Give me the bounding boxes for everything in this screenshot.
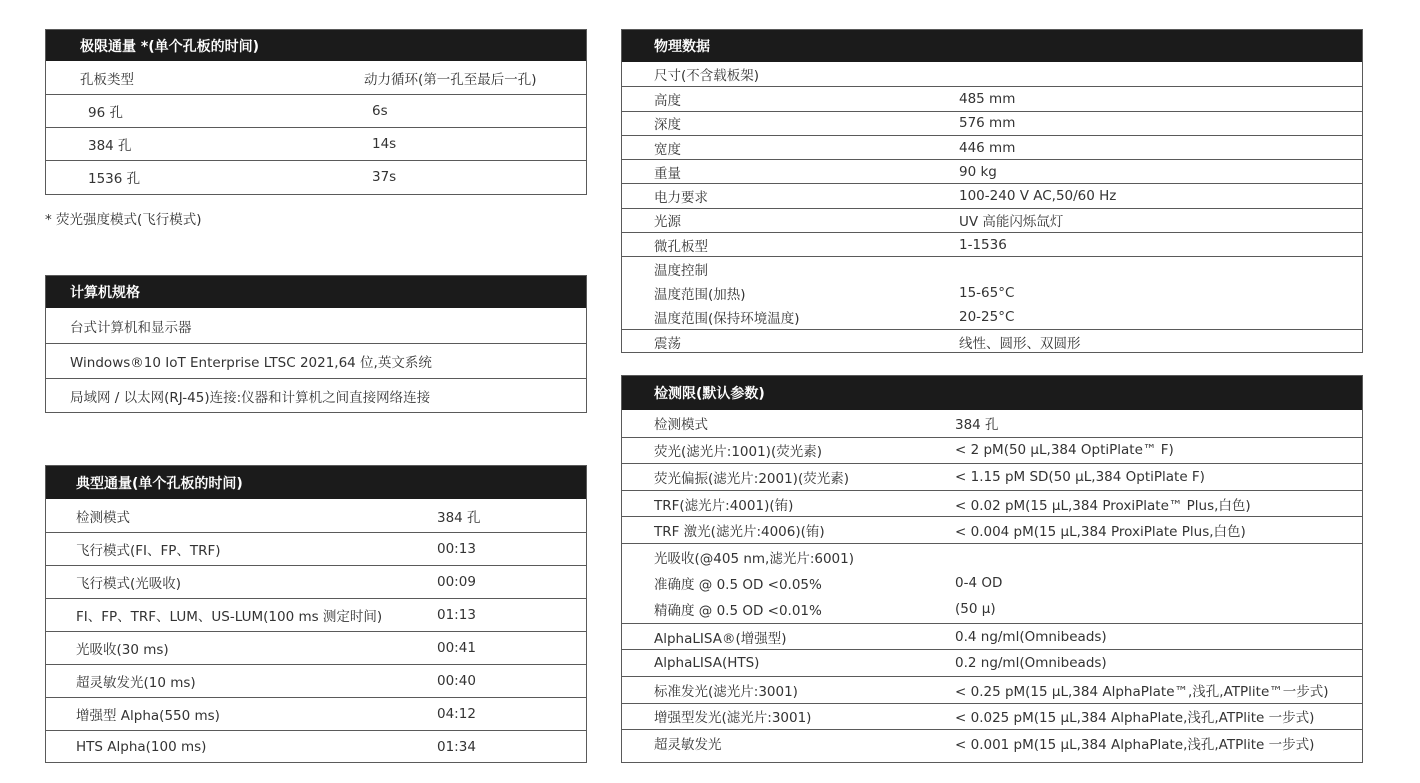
table-row	[622, 410, 1362, 437]
typical-throughput-title: 典型通量(单个孔板的时间)	[46, 466, 586, 499]
plate-type: 96 孔	[88, 105, 123, 121]
table-row	[46, 160, 586, 193]
physical-data-title: 物理数据	[622, 30, 1362, 62]
row-value: 1-1536	[959, 236, 1007, 253]
row-label: HTS Alpha(100 ms)	[76, 739, 207, 755]
row-label: TRF 激光(滤光片:4006)(铕)	[654, 524, 825, 541]
row-value: 0-4 OD	[955, 574, 1003, 591]
row-label: 尺寸(不含载板架)	[654, 68, 760, 85]
row-label: 深度	[654, 117, 681, 134]
row-label: FI、FP、TRF、LUM、US-LUM(100 ms 测定时间)	[76, 609, 383, 625]
row-label: 飞行模式(光吸收)	[76, 576, 182, 592]
throughput-footnote: * 荧光强度模式(飞行模式)	[45, 212, 202, 228]
plate-type: 384 孔	[88, 138, 132, 154]
table-row	[622, 570, 1362, 597]
table-row	[622, 183, 1362, 207]
row-label: 温度范围(保持环境温度)	[654, 311, 800, 328]
table-row	[622, 676, 1362, 703]
table-row	[622, 281, 1362, 305]
table-row	[622, 729, 1362, 756]
cycle-time: 6s	[372, 103, 388, 119]
cycle-time: 37s	[372, 169, 397, 185]
table-row	[622, 516, 1362, 543]
table-row	[622, 62, 1362, 86]
computer-specs-table	[45, 275, 587, 413]
table-row	[46, 697, 586, 730]
row-label: 微孔板型	[654, 238, 708, 255]
row-label: 超灵敏发光	[654, 736, 722, 753]
table-row: 台式计算机和显示器	[70, 319, 192, 336]
cycle-time: 14s	[372, 136, 397, 152]
row-label: 温度控制	[654, 263, 708, 280]
row-label: AlphaLISA®(增强型)	[654, 630, 787, 647]
table-row	[46, 598, 586, 631]
row-label: 检测模式	[76, 509, 130, 526]
detection-limits-table	[621, 375, 1363, 763]
row-label: 增强型发光(滤光片:3001)	[654, 710, 812, 727]
table-row	[46, 94, 586, 127]
table-row	[622, 596, 1362, 623]
row-value: 576 mm	[959, 115, 1016, 132]
row-label: AlphaLISA(HTS)	[654, 655, 760, 672]
row-value: 00:13	[437, 541, 476, 557]
table-row	[622, 543, 1362, 570]
table-row	[622, 437, 1362, 464]
throughput-limit-table	[45, 29, 587, 195]
row-label: 精确度 @ 0.5 OD <0.01%	[654, 603, 822, 620]
physical-data-table	[621, 29, 1363, 353]
plate-type: 1536 孔	[88, 171, 141, 187]
table-row	[622, 463, 1362, 490]
row-value: 01:34	[437, 739, 476, 755]
table-row	[622, 490, 1362, 517]
table-row	[46, 499, 586, 532]
table-row	[622, 305, 1362, 329]
row-value: 0.2 ng/ml(Omnibeads)	[955, 655, 1107, 672]
row-label: 超灵敏发光(10 ms)	[76, 675, 196, 691]
row-value: < 2 pM(50 µL,384 OptiPlate™ F)	[955, 442, 1174, 459]
row-value: 100-240 V AC,50/60 Hz	[959, 188, 1117, 205]
typical-throughput-table	[45, 465, 587, 763]
row-value: < 0.025 pM(15 µL,384 AlphaPlate,浅孔,ATPlite 一步式)	[955, 710, 1315, 727]
row-label: 震荡	[654, 335, 681, 352]
table-row	[622, 329, 1362, 353]
row-value: < 0.25 pM(15 µL,384 AlphaPlate™,浅孔,ATPlite™一步式)	[955, 683, 1329, 700]
row-label: 高度	[654, 92, 681, 109]
row-value: < 0.004 pM(15 µL,384 ProxiPlate Plus,白色)	[955, 524, 1246, 541]
row-label: 飞行模式(FI、FP、TRF)	[76, 543, 221, 559]
col-cycle: 动力循环(第一孔至最后一孔)	[364, 71, 537, 88]
table-row	[46, 565, 586, 598]
row-value: < 0.02 pM(15 µL,384 ProxiPlate™ Plus,白色)	[955, 497, 1251, 514]
row-label: 荧光(滤光片:1001)(荧光素)	[654, 444, 822, 461]
row-value: 00:09	[437, 574, 476, 590]
table-row	[46, 664, 586, 697]
row-label: 增强型 Alpha(550 ms)	[76, 708, 220, 724]
table-row: Windows®10 IoT Enterprise LTSC 2021,64 位,英文系统	[46, 343, 586, 378]
row-value: (50 µ)	[955, 601, 996, 618]
table-row	[46, 127, 586, 160]
row-label: 宽度	[654, 141, 681, 158]
row-value: 15-65°C	[959, 284, 1015, 301]
row-value: 384 孔	[955, 417, 999, 434]
row-value: 04:12	[437, 706, 476, 722]
col-plate-type: 孔板类型	[80, 71, 134, 88]
row-value: 20-25°C	[959, 309, 1015, 326]
table-row	[622, 232, 1362, 256]
table-row	[622, 623, 1362, 650]
table-row	[622, 86, 1362, 110]
row-value: 90 kg	[959, 163, 997, 180]
table-row	[46, 631, 586, 664]
table-row	[622, 135, 1362, 159]
table-header-row	[46, 61, 586, 94]
row-value: 00:41	[437, 640, 476, 656]
row-label: 检测模式	[654, 417, 708, 434]
row-value: 线性、圆形、双圆形	[959, 335, 1081, 352]
row-value: < 1.15 pM SD(50 µL,384 OptiPlate F)	[955, 468, 1205, 485]
row-label: 光吸收(@405 nm,滤光片:6001)	[654, 550, 854, 567]
table-row	[46, 730, 586, 763]
row-label: 电力要求	[654, 190, 708, 207]
table-row	[622, 111, 1362, 135]
row-value: 485 mm	[959, 90, 1016, 107]
table-row	[622, 703, 1362, 730]
table-row	[622, 159, 1362, 183]
detection-limits-title: 检测限(默认参数)	[622, 376, 1362, 410]
row-label: 荧光偏振(滤光片:2001)(荧光素)	[654, 470, 849, 487]
row-label: 准确度 @ 0.5 OD <0.05%	[654, 576, 822, 593]
computer-specs-title: 计算机规格	[46, 276, 586, 308]
row-value: UV 高能闪烁氙灯	[959, 214, 1064, 231]
row-value: 00:40	[437, 673, 476, 689]
table-row: 局域网 / 以太网(RJ-45)连接:仪器和计算机之间直接网络连接	[46, 378, 586, 413]
throughput-limit-title: 极限通量 *(单个孔板的时间)	[46, 30, 586, 61]
table-row	[622, 649, 1362, 676]
table-row	[622, 256, 1362, 280]
row-value: < 0.001 pM(15 µL,384 AlphaPlate,浅孔,ATPlite 一步式)	[955, 736, 1315, 753]
table-row	[46, 532, 586, 565]
row-label: 光源	[654, 214, 681, 231]
row-value: 0.4 ng/ml(Omnibeads)	[955, 628, 1107, 645]
row-label: 重量	[654, 165, 681, 182]
table-row	[622, 208, 1362, 232]
row-value: 01:13	[437, 607, 476, 623]
row-label: 温度范围(加热)	[654, 286, 746, 303]
row-label: 光吸收(30 ms)	[76, 642, 169, 658]
row-value: 384 孔	[437, 509, 481, 526]
row-label: TRF(滤光片:4001)(铕)	[654, 497, 794, 514]
row-label: 标准发光(滤光片:3001)	[654, 683, 798, 700]
row-value: 446 mm	[959, 139, 1016, 156]
